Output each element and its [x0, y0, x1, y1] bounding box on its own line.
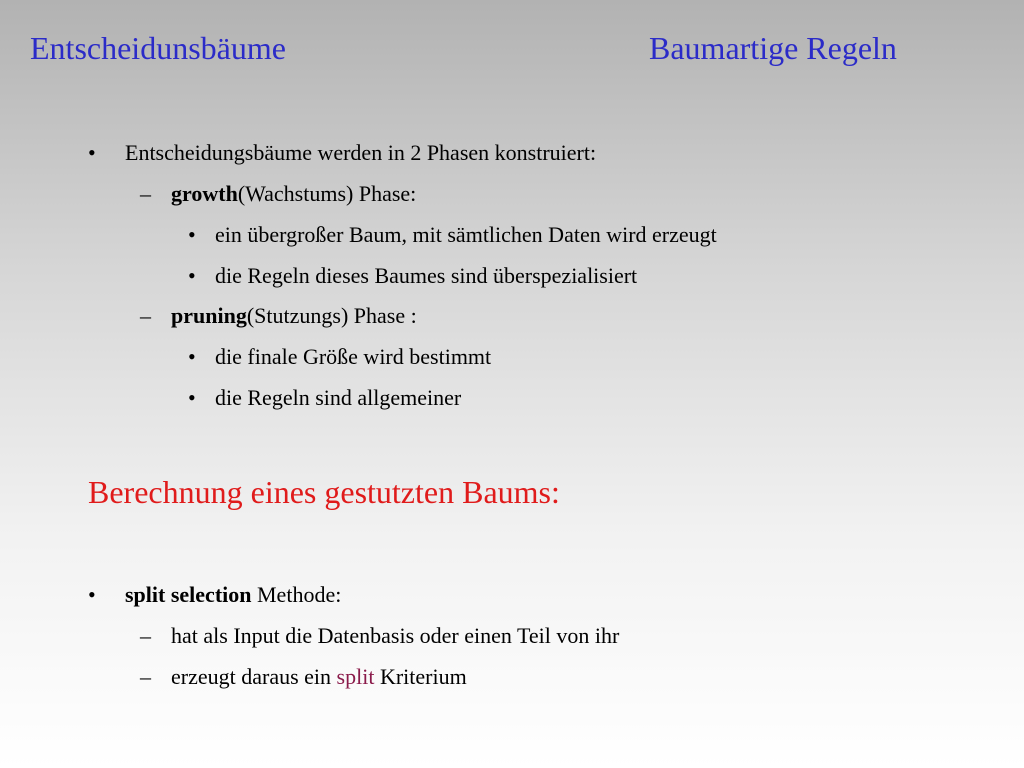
dash-marker: – — [140, 623, 151, 648]
split-criterion-before: erzeugt daraus ein — [171, 664, 337, 689]
split-criterion-point — [171, 663, 467, 691]
growth-point: ein übergroßer Baum, mit sämtlichen Daten wird erzeugt — [215, 222, 717, 247]
bullet-marker: • — [88, 140, 96, 165]
growth-phase-item — [171, 180, 416, 208]
pruning-phase-rest: (Stutzungs) Phase : — [246, 303, 417, 328]
growth-keyword: growth — [171, 181, 238, 206]
bullet-marker: • — [188, 263, 196, 288]
split-selection-rest: Methode: — [251, 582, 342, 607]
pruning-point: die Regeln sind allgemeiner — [215, 385, 462, 410]
slide-title-right: Baumartige Regeln — [649, 30, 897, 66]
pruning-point: die finale Größe wird bestimmt — [215, 344, 492, 369]
split-selection-keyword: split selection — [125, 582, 252, 607]
pruning-keyword: pruning — [171, 303, 247, 328]
dash-marker: – — [140, 303, 151, 328]
bullet-marker: • — [188, 344, 196, 369]
dash-marker: – — [140, 664, 151, 689]
pruning-phase-item — [171, 302, 417, 330]
bullet-marker: • — [188, 222, 196, 247]
split-criterion-after: Kriterium — [374, 664, 467, 689]
growth-phase-rest: (Wachstums) Phase: — [237, 181, 417, 206]
split-point: hat als Input die Datenbasis oder einen Teil von ihr — [171, 623, 620, 648]
intro-text: Entscheidungsbäume werden in 2 Phasen konstruiert: — [125, 140, 597, 165]
slide-title-left: Entscheidunsbäume — [30, 30, 286, 66]
split-selection-item — [125, 581, 341, 609]
bullet-marker: • — [88, 582, 96, 607]
dash-marker: – — [140, 181, 151, 206]
section-heading: Berechnung eines gestutzten Baums: — [88, 474, 560, 510]
bullet-marker: • — [188, 385, 196, 410]
split-accent-word: split — [336, 664, 375, 689]
growth-point: die Regeln dieses Baumes sind überspezialisiert — [215, 263, 638, 288]
